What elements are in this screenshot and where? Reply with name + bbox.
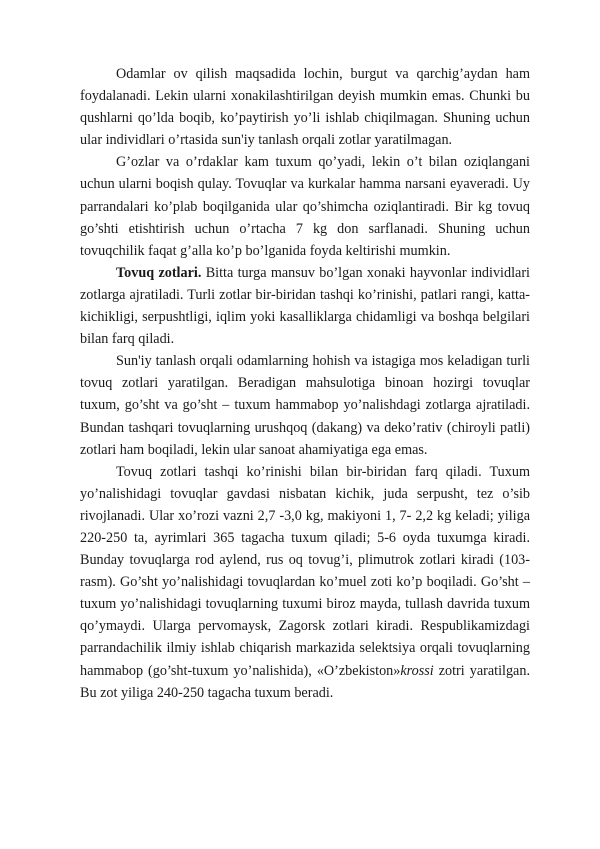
paragraph-4 (80, 350, 530, 460)
paragraph-1-text: Odamlar ov qilish maqsadida lochin, burgut va qarchig’aydan ham foydalanadi. Lekin ularni xonakilashtirilgan deyish mumkin emas. Chunki bu qushlarni qo’lda boqib, ko’paytirish yo’li ishlab chiqilmagan. Shuning uchun ular individlari o’rtasida sun'iy tanlash orqali zotlar yaratilmagan. (80, 66, 530, 149)
paragraph-4-text: Sun'iy tanlash orqali odamlarning hohish va istagiga mos keladigan turli tovuq zotlari yaratilgan. Beradigan mahsulotiga binoan hozirgi tovuqlar tuxum, go’sht va go’sht – tuxum hammabop yo’nalishdagi zotlarga ajratiladi. Bundan tashqari tovuqlarning urushqoq (dakang) va deko’rativ (chiroyli patli) zotlari ham boqiladi, lekin ular sanoat ahamiyatiga ega emas. (80, 353, 530, 458)
paragraph-3 (80, 262, 530, 350)
paragraph-5-text: Tovuq zotlari tashqi ko’rinishi bilan bir-biridan farq qiladi. Tuxum yo’nalishidagi tovuqlar gavdasi nisbatan kichik, juda serpusht, tez o’sib rivojlanadi. Ular xo’rozi vazni 2,7 -3,0 kg, makiyoni 1, 7- 2,2 kg keladi; yiliga 220-250 ta, ayrimlari 365 tagacha tuxum qiladi; 5-6 oyda tuxumga kiradi. Bunday tovuqlarga rod aylend, rus oq tovug’i, plimutrok zotlari kiradi (103-rasm). Go’sht yo’nalishidagi tovuqlardan ko’muel zoti ko’p boqiladi. Go’sht – tuxum yo’nalishidagi tovuqlarning tuxumi biroz mayda, tullash davrida tuxum qo’ymaydi. Ularga pervomaysk, Zagorsk zotlari kiradi. Respublikamizdagi parrandachilik ilmiy ishlab chiqarish markazida selektsiya orqali tovuqlarning hammabop (go’sht-tuxum yo’nalishida), «O’zbekiston» (80, 463, 530, 679)
paragraph-1 (80, 63, 530, 151)
paragraph-5 (80, 461, 530, 704)
paragraph-2 (80, 151, 530, 261)
section-heading: Tovuq zotlari. (116, 264, 202, 281)
paragraph-3-text: Bitta turga mansuv bo’lgan xonaki hayvonlar individlari zotlarga ajratiladi. Turli zotlar bir-biridan tashqi ko’rinishi, patlari rangi, katta-kichikligi, serpushtligi, iqlim yoki kasalliklarga chidamligi va boshqa belgilari bilan farq qiladi. (80, 264, 530, 348)
paragraph-2-text: G’ozlar va o’rdaklar kam tuxum qo’yadi, lekin o’t bilan oziqlangani uchun ularni boqish qulay. Tovuqlar va kurkalar hamma narsani eyaveradi. Uy parrandalari ko’plab boqilganida ular qo’shimcha oziqlantiradi. Bir kg tovuq go’shti etishtirish uchun o’rtacha 7 kg don sarflanadi. Shuning uchun tovuqchilik faqat g’alla ko’p bo’lganida foyda keltirishi mumkin. (80, 154, 530, 259)
italic-term: krossi (400, 662, 434, 679)
paragraph-5-tail: zotri yaratilgan. Bu zot yiliga 240-250 tagacha tuxum beradi. (80, 662, 530, 701)
